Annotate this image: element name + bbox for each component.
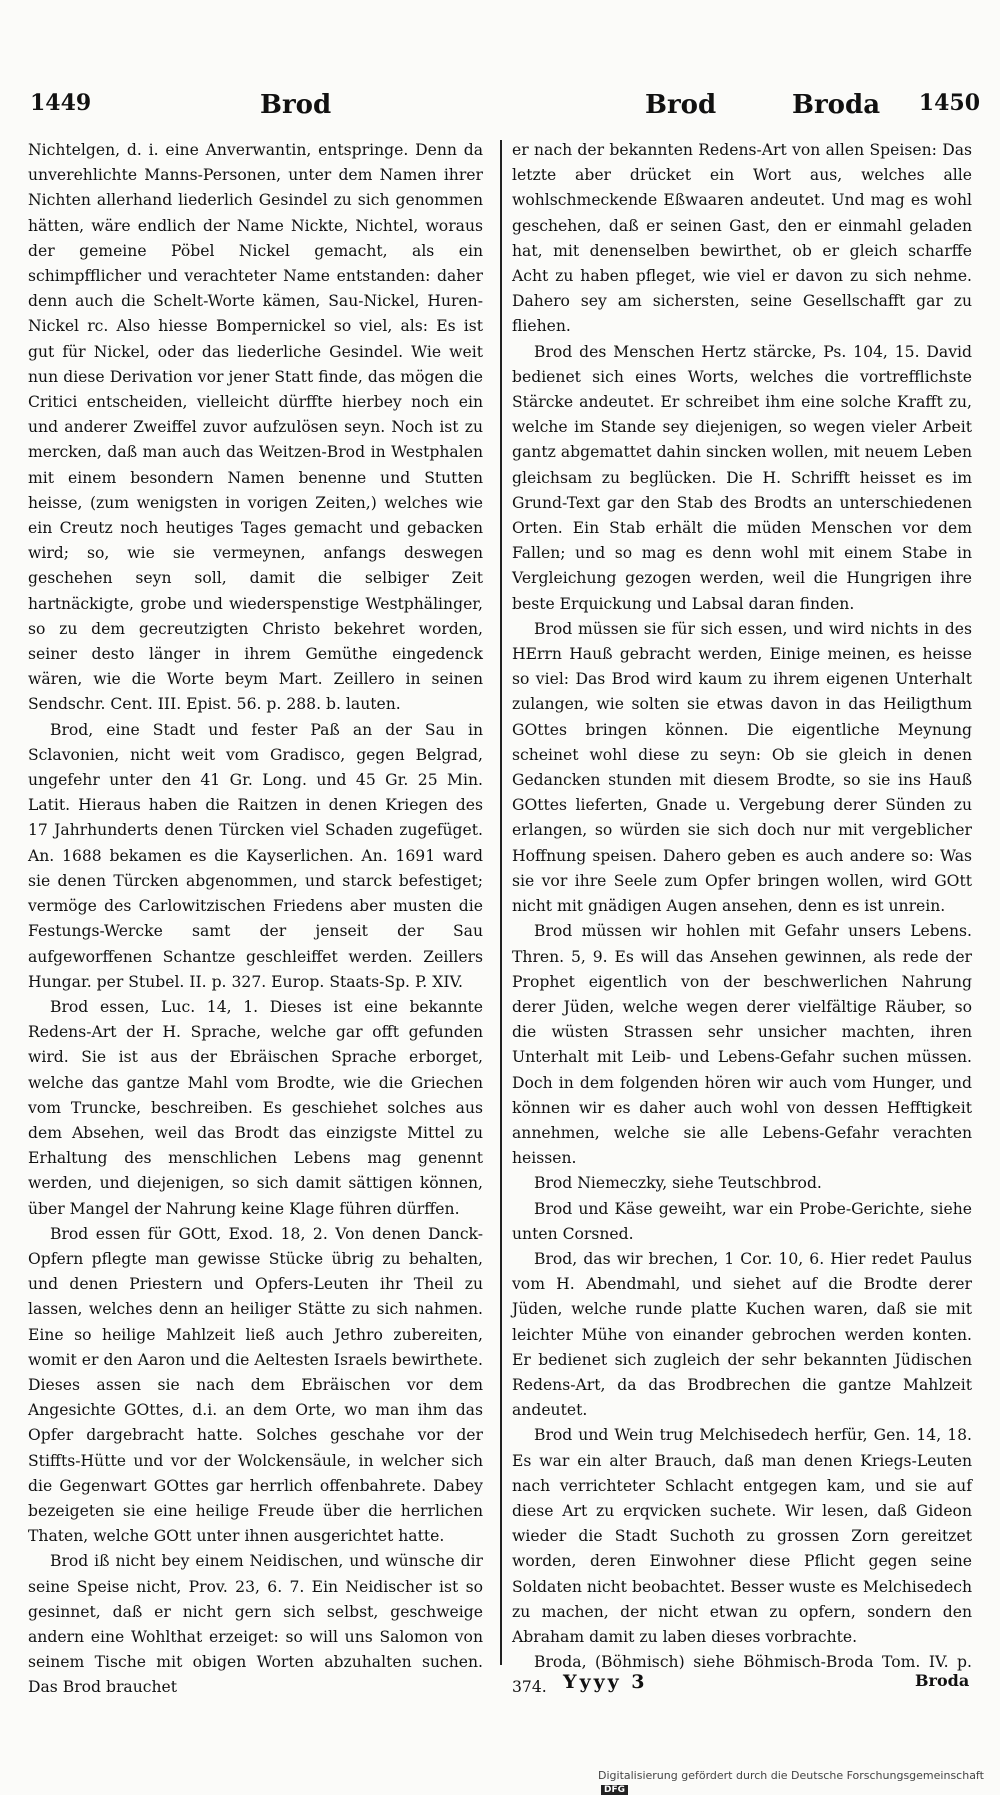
article-entry: Brod und Käse geweiht, war ein Probe-Gerichte, siehe unten Corsned. xyxy=(512,1199,972,1243)
page-number-left: 1449 xyxy=(30,90,92,116)
header-keyword-right-1: Brod xyxy=(645,90,717,120)
digitization-footer xyxy=(598,1769,1000,1795)
page-number-right: 1450 xyxy=(918,90,980,116)
article-entry: Brod Niemeczky, siehe Teutschbrod. xyxy=(534,1174,822,1193)
running-header xyxy=(30,90,980,126)
header-keyword-left: Brod xyxy=(260,90,332,120)
article-entry: Nichtelgen, d. i. eine Anverwantin, entspringe. Denn da unverehlichte Manns-Personen, unter dem Namen ihrer Nichten allerhand liederlich Gesindel zu sich genommen hätten, wäre endlich der Name Nickte, Nichtel, woraus der gemeine Pöbel Nickel gemacht, als ein schimpfflicher und verachteter Name entstanden: daher denn auch die Schelt-Worte kämen, Sau-Nickel, Huren-Nickel rc. Also hiesse Bompernickel so viel, als: Es ist gut für Nickel, oder das liederliche Gesindel. Wie weit nun diese Derivation vor jener Statt finde, das mögen die Critici entscheiden, vielleicht dürffte hierbey noch ein und anderer Zweiffel zuvor aufzulösen seyn. Noch ist zu mercken, daß man auch das Weitzen-Brod in Westphalen mit einem besondern Namen benenne und Stutten heisse, (zum wenigsten in vorigen Zeiten,) welches wie ein Creutz noch heutiges Tages gemacht und gebacken wird; so, wie sie vermeynen, anfangs deswegen geschehen seyn soll, damit die selbiger Zeit hartnäckigte, grobe und wiederspenstige Westphälinger, so zu dem gecreutzigten Christo bekehret worden, seiner desto länger in ihrem Gemüthe eingedenck wären, wie die Worte beym Mart. Zeillero in seinen Sendschr. Cent. III. Epist. 56. p. 288. b. lauten. xyxy=(28,141,483,714)
article-entry: Brod essen, Luc. 14, 1. Dieses ist eine bekannte Redens-Art der H. Sprache, welche gar offt gefunden wird. Sie ist aus der Ebräischen Sprache erborget, welche das gantze Mahl vom Brodte, wie die Griechen vom Truncke, beschreiben. Es geschiehet solches aus dem Absehen, weil das Brodt das einzigste Mittel zu Erhaltung des menschlichen Lebens mag genennt werden, und diejenigen, so sich damit sättigen können, über Mangel der Nahrung keine Klage führen dürffen. xyxy=(28,997,483,1218)
article-entry: Brod des Menschen Hertz stärcke, Ps. 104, 15. David bedienet sich eines Worts, welches die vortrefflichste Stärcke andeutet. Er schreibet ihm eine solche Krafft zu, welche im Stande sey diejenigen, so wegen vieler Arbeit gantz abgemattet dahin sincken wollen, mit neuem Leben gleichsam zu beglücken. Die H. Schrifft heisset es im Grund-Text gar den Stab des Brodts an unterschiedenen Orten. Ein Stab erhält die müden Menschen vor dem Fallen; und so mag es denn wohl mit einem Stabe in Vergleichung gezogen werden, weil die Hungrigen ihre beste Erquickung und Labsal daran finden. xyxy=(512,342,972,613)
article-entry: Brod essen für GOtt, Exod. 18, 2. Von denen Danck-Opfern pflegte man gewisse Stücke übrig zu behalten, und denen Priestern und Opfers-Leuten ihr Theil zu lassen, welches denn an heiliger Stätte zu sich nahmen. Eine so heilige Mahlzeit ließ auch Jethro zubereiten, womit er den Aaron und die Aeltesten Israels bewirthete. Dieses assen sie nach dem Ebräischen vor dem Angesichte GOttes, d.i. an dem Orte, wo man ihm das Opfer dargebracht hatte. Solches geschahe vor der Stiffts-Hütte und vor der Wolckensäule, in welcher sich die Gegenwart GOttes gar herrlich offenbahrete. Dabey bezeigeten sie eine heilige Freude über die herrlichen Thaten, welche GOtt unter ihnen ausgerichtet hatte. xyxy=(28,1224,483,1546)
article-entry: Brod, eine Stadt und fester Paß an der Sau in Sclavonien, nicht weit vom Gradisco, gegen Belgrad, ungefehr unter den 41 Gr. Long. und 45 Gr. 25 Min. Latit. Hieraus haben die Raitzen in denen Kriegen des 17 Jahrhunderts denen Türcken viel Schaden zugefüget. An. 1688 bekamen es die Kayserlichen. An. 1691 ward sie denen Türcken abgenommen, und starck befestiget; vermöge des Carlowitzischen Friedens aber musten die Festungs-Wercke samt der jenseit der Sau aufgeworffenen Schantze geschleiffet werden. Zeillers Hungar. per Stubel. II. p. 327. Europ. Staats-Sp. P. XIV. xyxy=(28,720,483,991)
left-column xyxy=(28,138,483,1697)
signature-mark: Yyyy 3 xyxy=(563,1671,648,1693)
article-entry: Brod, das wir brechen, 1 Cor. 10, 6. Hier redet Paulus vom H. Abendmahl, und siehet auf die Brodte derer Jüden, welche runde platte Kuchen waren, daß sie mit leichter Mühe von einander gebrochen werden konten. Er bedienet sich zugleich der sehr bekannten Jüdischen Redens-Art, da das Brodbrechen die gantze Mahlzeit andeutet. xyxy=(512,1249,972,1420)
catchword: Broda xyxy=(915,1671,970,1690)
column-divider xyxy=(500,140,502,1665)
dfg-logo: DFG xyxy=(601,1785,628,1795)
article-entry: Brod und Wein trug Melchisedech herfür, Gen. 14, 18. Es war ein alter Brauch, daß man denen Kriegs-Leuten nach verrichteter Schlacht entgegen kam, und sie auf diese Art zu erqvicken suchete. Wir lesen, daß Gideon wieder die Stadt Suchoth zu grossen Zorn gereitzet worden, deren Einwohner diese Pflicht gegen seine Soldaten nicht beobachtet. Besser wuste es Melchisedech zu machen, der nicht etwan zu opfern, sondern den Abraham damit zu laben dieses vorbrachte. xyxy=(512,1426,972,1646)
header-keyword-right-2: Broda xyxy=(792,90,881,120)
article-entry: Brod iß nicht bey einem Neidischen, und wünsche dir seine Speise nicht, Prov. 23, 6. 7. Ein Neidischer ist so gesinnet, daß er nicht gern sich selbst, geschweige andern eine Wohlthat erzeiget: so will uns Salomon von seinem Tische mit obigen Worten abzuhalten suchen. Das Brod brauchet xyxy=(28,1552,483,1697)
footer-text: Digitalisierung gefördert durch die Deutsche Forschungsgemeinschaft xyxy=(598,1769,984,1782)
article-entry: Broda, (Böhmisch) siehe Böhmisch-Broda Tom. IV. p. 374. xyxy=(512,1653,972,1697)
article-entry: Brod müssen wir hohlen mit Gefahr unsers Lebens. Thren. 5, 9. Es will das Ansehen gewinnen, als rede der Prophet eigentlich von der beschwerlichen Nahrung derer Jüden, welche wegen derer vielfältige Räuber, so die wüsten Strassen sehr unsicher machten, ihren Unterhalt mit Leib- und Lebens-Gefahr suchen müssen. Doch in dem folgenden hören wir auch vom Hunger, und können wir es daher auch wohl von dessen Hefftigkeit annehmen, welche sie alle Lebens-Gefahr verachten heissen. xyxy=(512,922,972,1168)
article-entry: Brod müssen sie für sich essen, und wird nichts in des HErrn Hauß gebracht werden, Einige meinen, es heisse so viel: Das Brod wird kaum zu ihrem eigenen Unterhalt zulangen, wie solten sie etwas davon in das Heiligthum GOttes bringen können. Die eigentliche Meynung scheinet wohl diese zu seyn: Ob sie gleich in denen Gedancken stunden mit diesem Brodte, so sie ins Hauß GOttes lieferten, Gnade u. Vergebung derer Sünden zu erlangen, so würden sie sich doch nur mit vergeblicher Hoffnung speisen. Dahero geben es auch andere so: Was sie vor ihre Seele zum Opfer bringen wollen, wird GOtt nicht mit gnädigen Augen ansehen, denn es ist unrein. xyxy=(512,619,972,916)
article-entry: er nach der bekannten Redens-Art von allen Speisen: Das letzte aber drücket ein Wort aus, welches alle wohlschmeckende Eßwaaren andeutet. Und mag es wohl geschehen, daß er seinen Gast, den er einmahl geladen hat, mit denenselben bewirthet, ob er gleich scharffe Acht zu haben pfleget, wie viel er davon zu sich nehme. Dahero sey am sichersten, seine Gesellschafft gar zu fliehen. xyxy=(512,141,972,336)
